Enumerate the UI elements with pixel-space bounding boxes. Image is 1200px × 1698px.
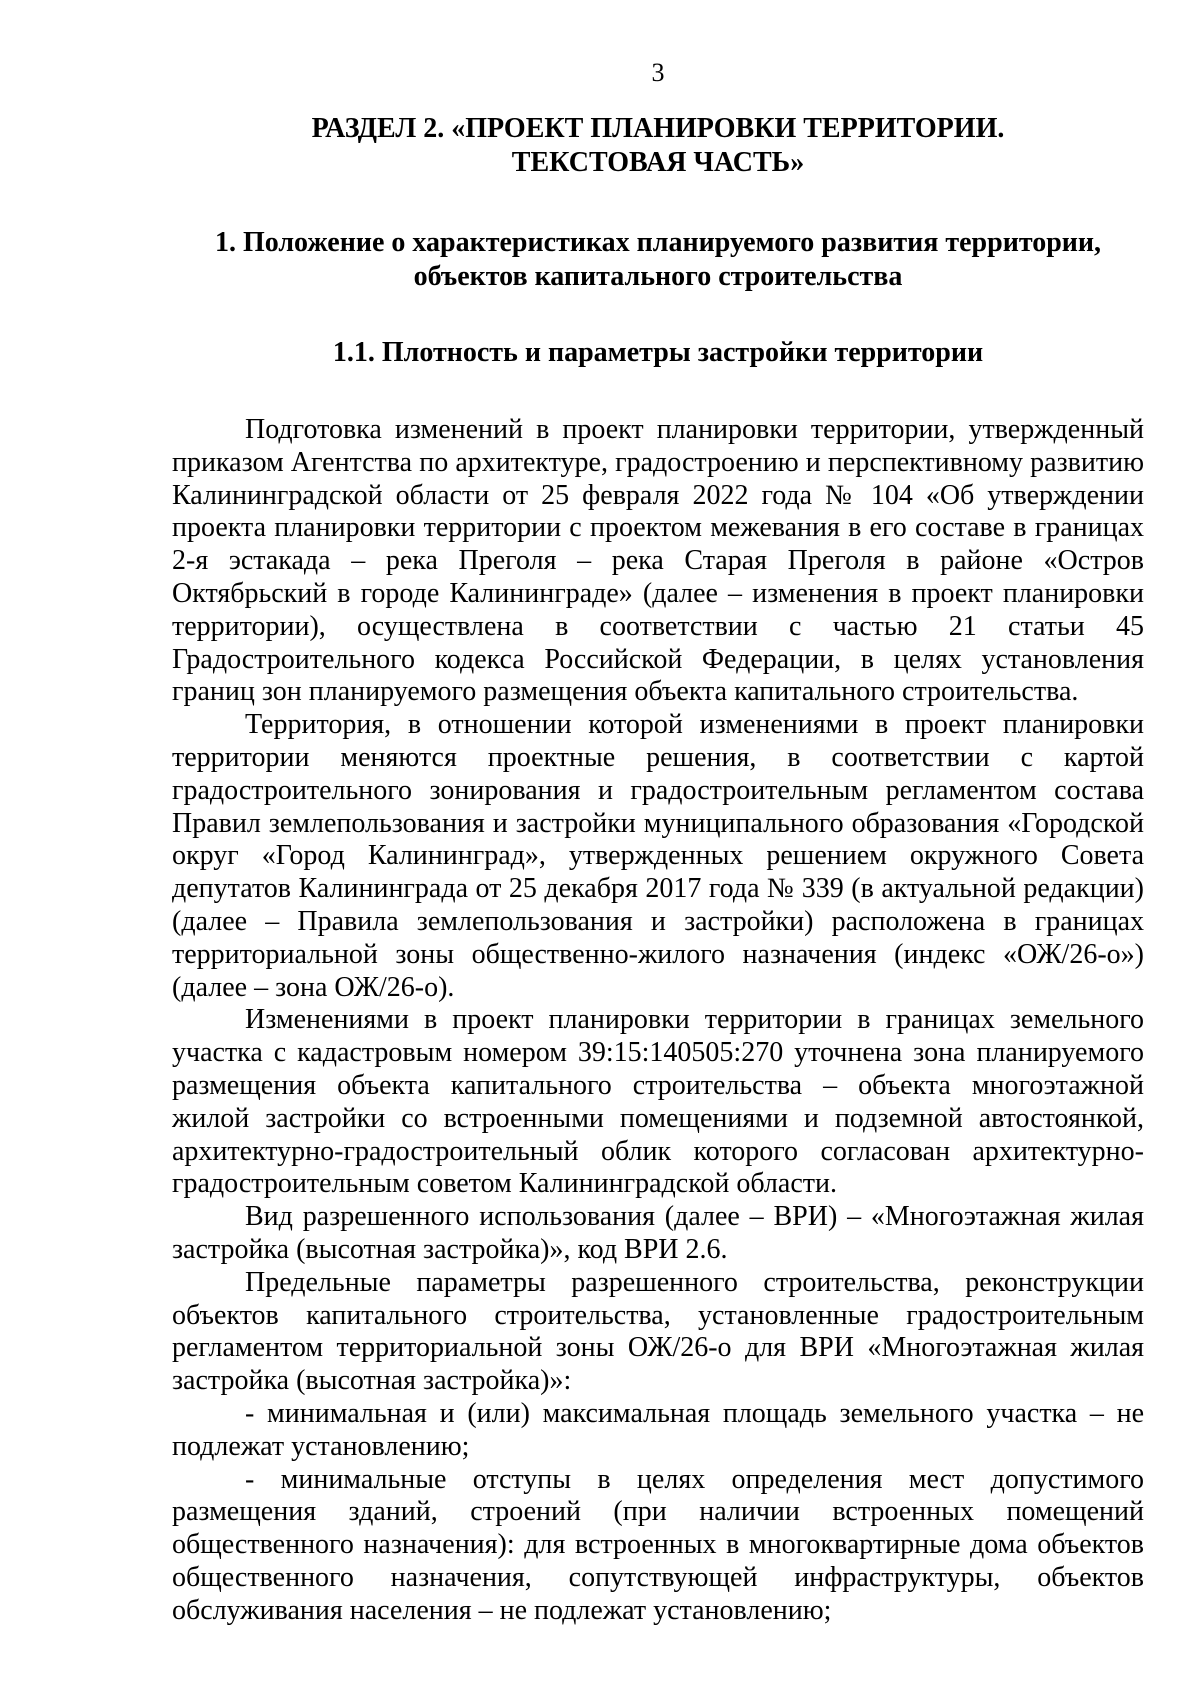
heading-1 xyxy=(172,226,1144,294)
paragraph: Подготовка изменений в проект планировки территории, утвержденный приказом Агентства по архитектуре, градостроению и перспективному развитию Калининградской области от 25 февраля 2022 года № 104 «Об утверждении проекта планировки территории с проектом межевания в его составе в границах 2-я эстакада – река Преголя – река Старая Преголя в районе «Остров Октябрьский в городе Калининграде» (далее – изменения в проект планировки территории), осуществлена в соответствии с частью 21 статьи 45 Градостроительного кодекса Российской Федерации, в целях установления границ зон планируемого размещения объекта капитального строительства. xyxy=(172,414,1144,708)
heading-1-line-2: объектов капитального строительства xyxy=(413,261,903,292)
heading-1-line-1: 1. Положение о характеристиках планируемого развития территории, xyxy=(214,227,1102,258)
body-text xyxy=(172,414,1144,1627)
section-title xyxy=(172,112,1144,180)
paragraph: Изменениями в проект планировки территории в границах земельного участка с кадастровым номером 39:15:140505:270 уточнена зона планируемого размещения объекта капитального строительства – объекта многоэтажной жилой застройки со встроенными помещениями и подземной автостоянкой, архитектурно-градостроительный облик которого согласован архитектурно-градостроительным советом Калининградской области. xyxy=(172,1004,1144,1200)
section-title-line-1: РАЗДЕЛ 2. «ПРОЕКТ ПЛАНИРОВКИ ТЕРРИТОРИИ. xyxy=(311,113,1005,144)
page-number: 3 xyxy=(651,58,665,87)
paragraph: Вид разрешенного использования (далее – ВРИ) – «Многоэтажная жилая застройка (высотная застройка)», код ВРИ 2.6. xyxy=(172,1201,1144,1265)
heading-1-1: 1.1. Плотность и параметры застройки территории xyxy=(332,337,984,368)
document-content xyxy=(172,112,1144,1627)
section-title-line-2: ТЕКСТОВАЯ ЧАСТЬ» xyxy=(511,147,805,178)
paragraph: Территория, в отношении которой изменениями в проект планировки территории меняются проектные решения, в соответствии с картой градостроительного зонирования и градостроительным регламентом состава Правил землепользования и застройки муниципального образования «Городской округ «Город Калининград», утвержденных решением окружного Совета депутатов Калининграда от 25 декабря 2017 года № 339 (в актуальной редакции) (далее – Правила землепользования и застройки) расположена в границах территориальной зоны общественно-жилого назначения (индекс «ОЖ/26-о») (далее – зона ОЖ/26-о). xyxy=(172,709,1144,1003)
paragraph: Предельные параметры разрешенного строительства, реконструкции объектов капитального строительства, установленные градостроительным регламентом территориальной зоны ОЖ/26-о для ВРИ «Многоэтажная жилая застройка (высотная застройка)»: xyxy=(172,1266,1144,1397)
list-item: - минимальная и (или) максимальная площадь земельного участка – не подлежат установлению; xyxy=(172,1397,1144,1462)
list-item: - минимальные отступы в целях определения мест допустимого размещения зданий, строений (при наличии встроенных помещений общественного назначения): для встроенных в многоквартирные дома объектов общественного назначения, сопутствующей инфраструктуры, объектов обслуживания населения – не подлежат установлению; xyxy=(172,1463,1144,1626)
